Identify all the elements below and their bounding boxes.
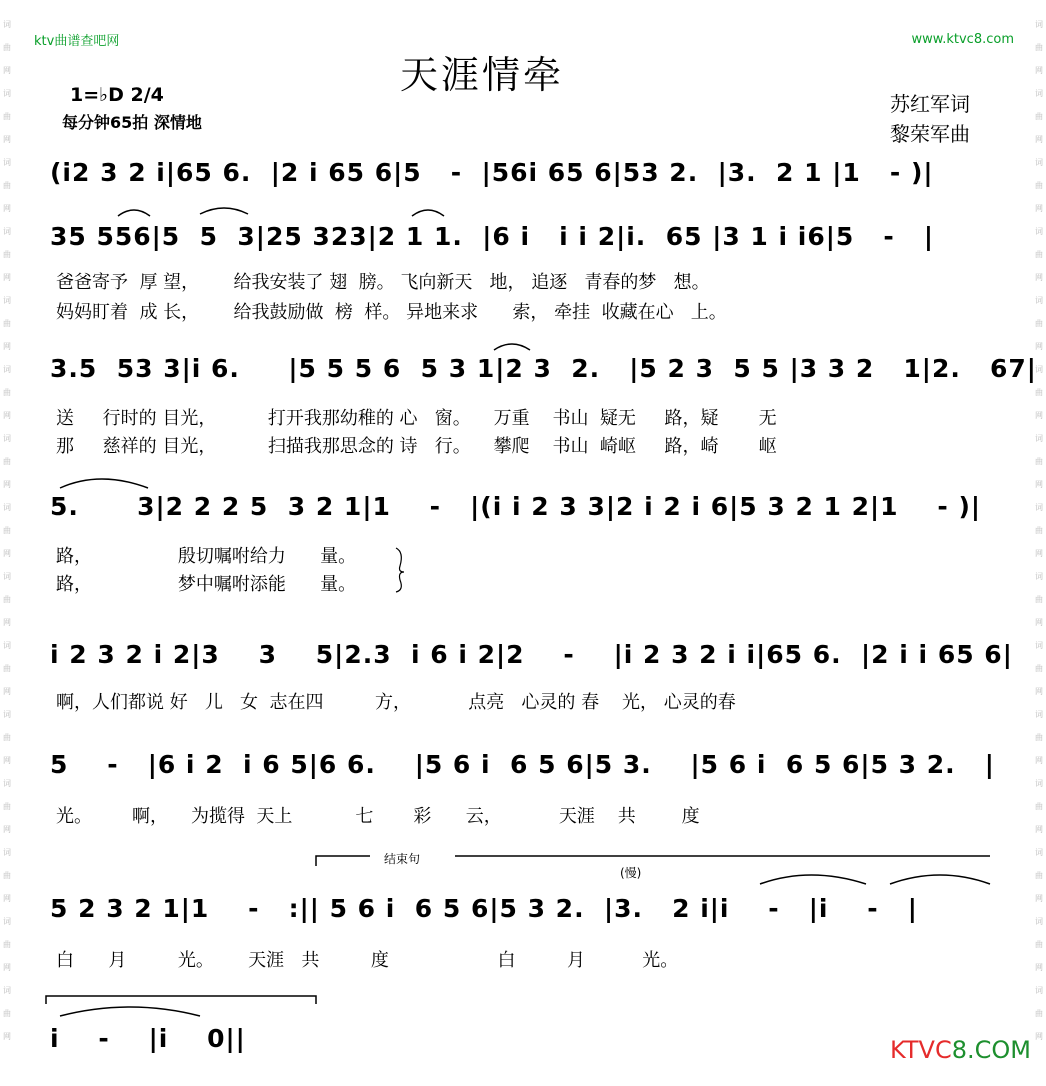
- side-watermark-char: 词: [1035, 572, 1043, 581]
- side-watermark-char: 词: [3, 641, 11, 650]
- side-watermark-char: 曲: [3, 457, 11, 466]
- side-watermark-char: 曲: [1035, 250, 1043, 259]
- notation-row-8: i - |i 0||: [50, 1024, 246, 1053]
- side-watermark-char: 网: [3, 1032, 11, 1041]
- side-watermark-char: 词: [3, 848, 11, 857]
- site-watermark-right[interactable]: www.ktvc8.com: [911, 32, 1014, 47]
- side-watermark-char: 网: [3, 825, 11, 834]
- ending-label: 结束句: [384, 852, 421, 866]
- side-watermark-char: 曲: [1035, 1009, 1043, 1018]
- slur: [60, 479, 148, 488]
- side-watermark-char: 词: [3, 986, 11, 995]
- side-watermark-char: 网: [1035, 135, 1043, 144]
- side-watermark-char: 网: [3, 204, 11, 213]
- side-watermark-char: 曲: [1035, 43, 1043, 52]
- side-watermark-char: 词: [3, 296, 11, 305]
- lyric-row-3-verse-2: 那 慈祥的 目光， 扫描我那思念的 诗 行。 攀爬 书山 崎岖 路，崎 岖: [56, 436, 777, 457]
- side-watermark-char: 词: [1035, 710, 1043, 719]
- side-watermark-char: 词: [1035, 779, 1043, 788]
- side-watermark-char: 网: [3, 963, 11, 972]
- tie: [60, 1007, 200, 1016]
- side-watermark-char: 词: [1035, 986, 1043, 995]
- lyric-row-2-verse-2: 妈妈盯着 成 长， 给我鼓励做 榜 样。 异地来求 索， 牵挂 收藏在心 上。: [56, 302, 727, 323]
- side-watermark-char: 网: [1035, 273, 1043, 282]
- side-watermark-char: 网: [3, 618, 11, 627]
- side-watermark-char: 词: [1035, 434, 1043, 443]
- side-watermark-char: 网: [1035, 894, 1043, 903]
- side-watermark-char: 网: [3, 549, 11, 558]
- side-watermark-char: 曲: [3, 940, 11, 949]
- logo-part-1: KTVC: [890, 1036, 952, 1064]
- side-watermark-char: 词: [3, 89, 11, 98]
- slur: [200, 208, 248, 214]
- side-watermark-char: 词: [3, 20, 11, 29]
- lyric-row-5: 啊，人们都说 好 儿 女 志在四 方， 点亮 心灵的 春 光， 心灵的春: [56, 692, 736, 713]
- side-watermark-char: 曲: [3, 319, 11, 328]
- side-watermark-char: 词: [3, 434, 11, 443]
- side-watermark-char: 词: [1035, 641, 1043, 650]
- side-watermark-char: 词: [3, 779, 11, 788]
- side-watermark-char: 词: [1035, 848, 1043, 857]
- side-watermark-char: 曲: [3, 112, 11, 121]
- side-watermark-char: 网: [3, 273, 11, 282]
- side-watermark-char: 曲: [1035, 457, 1043, 466]
- lyricist-credit: 苏红军词: [890, 92, 970, 116]
- side-watermark-char: 曲: [1035, 388, 1043, 397]
- side-watermark-char: 网: [1035, 687, 1043, 696]
- side-watermark-char: 曲: [1035, 526, 1043, 535]
- side-watermark-char: 曲: [3, 250, 11, 259]
- side-watermark-char: 曲: [1035, 319, 1043, 328]
- song-title: 天涯情牵: [400, 53, 565, 97]
- side-watermark-char: 网: [3, 66, 11, 75]
- slow-marking: (慢): [620, 866, 642, 880]
- lyric-row-6: 光。 啊， 为揽得 天上 七 彩 云， 天涯 共 度: [56, 806, 700, 827]
- ending-bracket-left: [316, 856, 370, 866]
- notation-row-6: 5 - |6 i 2 i 6 5|6 6. |5 6 i 6 5 6|5 3. |5 6 i 6 5 6|5 3 2. |: [50, 750, 995, 779]
- side-watermark-char: 曲: [3, 1009, 11, 1018]
- side-watermark-char: 网: [1035, 480, 1043, 489]
- side-watermark-char: 网: [1035, 618, 1043, 627]
- side-watermark-char: 曲: [3, 181, 11, 190]
- side-watermark-char: 词: [1035, 227, 1043, 236]
- side-watermark-char: 网: [1035, 66, 1043, 75]
- side-watermark-char: 网: [1035, 342, 1043, 351]
- side-watermark-char: 网: [1035, 825, 1043, 834]
- site-logo: [890, 1036, 1031, 1064]
- side-watermark-char: 曲: [1035, 595, 1043, 604]
- side-watermark-char: 曲: [3, 43, 11, 52]
- lyric-row-2-verse-1: 爸爸寄予 厚 望， 给我安装了 翅 膀。 飞向新天 地， 追逐 青春的梦 想。: [56, 272, 710, 293]
- lyric-row-3-verse-1: 送 行时的 目光， 打开我那幼稚的 心 窗。 万重 书山 疑无 路，疑 无: [56, 408, 777, 429]
- side-watermark-char: 网: [1035, 963, 1043, 972]
- notation-row-1: (i2 3 2 i|65 6. |2 i 65 6|5 - |56i 65 6|53 2. |3. 2 1 |1 - )|: [50, 158, 934, 187]
- notation-row-4: 5. 3|2 2 2 5 3 2 1|1 - |(i i 2 3 3|2 i 2 i 6|5 3 2 1 2|1 - )|: [50, 492, 982, 521]
- side-watermark-char: 词: [1035, 296, 1043, 305]
- slur: [118, 210, 150, 216]
- side-watermark-char: 词: [3, 158, 11, 167]
- side-watermark-char: 曲: [3, 802, 11, 811]
- side-watermark-char: 词: [3, 227, 11, 236]
- side-watermark-char: 曲: [3, 595, 11, 604]
- side-watermark-char: 曲: [1035, 940, 1043, 949]
- side-watermark-char: 词: [3, 365, 11, 374]
- side-watermark-char: 网: [1035, 204, 1043, 213]
- side-watermark-char: 曲: [1035, 871, 1043, 880]
- side-watermark-char: 网: [3, 894, 11, 903]
- side-watermark-char: 曲: [3, 526, 11, 535]
- side-watermark-char: 网: [1035, 1032, 1043, 1041]
- side-watermark-char: 词: [3, 917, 11, 926]
- side-watermark-char: 网: [3, 135, 11, 144]
- lyric-row-4-verse-1: 路， 殷切嘱咐给力 量。: [56, 546, 357, 567]
- side-watermark-char: 词: [3, 572, 11, 581]
- key-signature: 1=♭D 2/4: [70, 84, 164, 106]
- side-watermark-char: 词: [1035, 503, 1043, 512]
- side-watermark-char: 网: [1035, 411, 1043, 420]
- side-watermark-char: 网: [1035, 756, 1043, 765]
- notation-row-5: i 2 3 2 i 2|3 3 5|2.3 i 6 i 2|2 - |i 2 3 2 i i|65 6. |2 i i 65 6|: [50, 640, 1013, 669]
- ending-bracket-bottom: [46, 996, 316, 1004]
- side-watermark-char: 曲: [1035, 181, 1043, 190]
- side-watermark-char: 词: [1035, 365, 1043, 374]
- side-watermark-char: 曲: [3, 388, 11, 397]
- tie: [760, 875, 866, 884]
- side-watermark-char: 网: [3, 687, 11, 696]
- tempo-marking: 每分钟65拍 深情地: [62, 113, 202, 132]
- side-watermark-char: 曲: [3, 733, 11, 742]
- side-watermark-char: 曲: [1035, 664, 1043, 673]
- notation-row-2: 35 556|5 5 3|25 323|2 1 1. |6 i i i 2|i. 65 |3 1 i i6|5 - |: [50, 222, 935, 251]
- logo-part-2: 8.COM: [951, 1036, 1031, 1064]
- slur: [412, 210, 444, 216]
- side-watermark-char: 词: [3, 503, 11, 512]
- side-watermark-char: 曲: [1035, 112, 1043, 121]
- side-watermark-char: 曲: [1035, 733, 1043, 742]
- side-watermark-char: 曲: [3, 664, 11, 673]
- lyric-row-4-verse-2: 路， 梦中嘱咐添能 量。: [56, 574, 357, 595]
- composer-credit: 黎荣军曲: [890, 122, 970, 146]
- lyric-row-7: 白 月 光。 天涯 共 度 白 月 光。: [56, 950, 679, 971]
- side-watermark-char: 词: [1035, 158, 1043, 167]
- tie: [890, 875, 990, 884]
- side-watermark-char: 曲: [3, 871, 11, 880]
- side-watermark-char: 曲: [1035, 802, 1043, 811]
- side-watermark-char: 词: [3, 710, 11, 719]
- side-watermark-char: 网: [3, 342, 11, 351]
- site-watermark-left[interactable]: ktv曲谱查吧网: [34, 34, 120, 49]
- notation-row-3: 3.5 53 3|i 6. |5 5 5 6 5 3 1|2 3 2. |5 2 3 5 5 |3 3 2 1|2. 67|: [50, 354, 1037, 383]
- side-watermark-char: 词: [1035, 917, 1043, 926]
- slur: [494, 344, 530, 350]
- side-watermark-char: 网: [3, 756, 11, 765]
- side-watermark-char: 网: [3, 411, 11, 420]
- side-watermark-char: 网: [3, 480, 11, 489]
- verse-brace: [396, 548, 404, 592]
- notation-row-7: 5 2 3 2 1|1 - :|| 5 6 i 6 5 6|5 3 2. |3. 2 i|i - |i - |: [50, 894, 918, 923]
- side-watermark-char: 词: [1035, 89, 1043, 98]
- side-watermark-char: 网: [1035, 549, 1043, 558]
- side-watermark-char: 词: [1035, 20, 1043, 29]
